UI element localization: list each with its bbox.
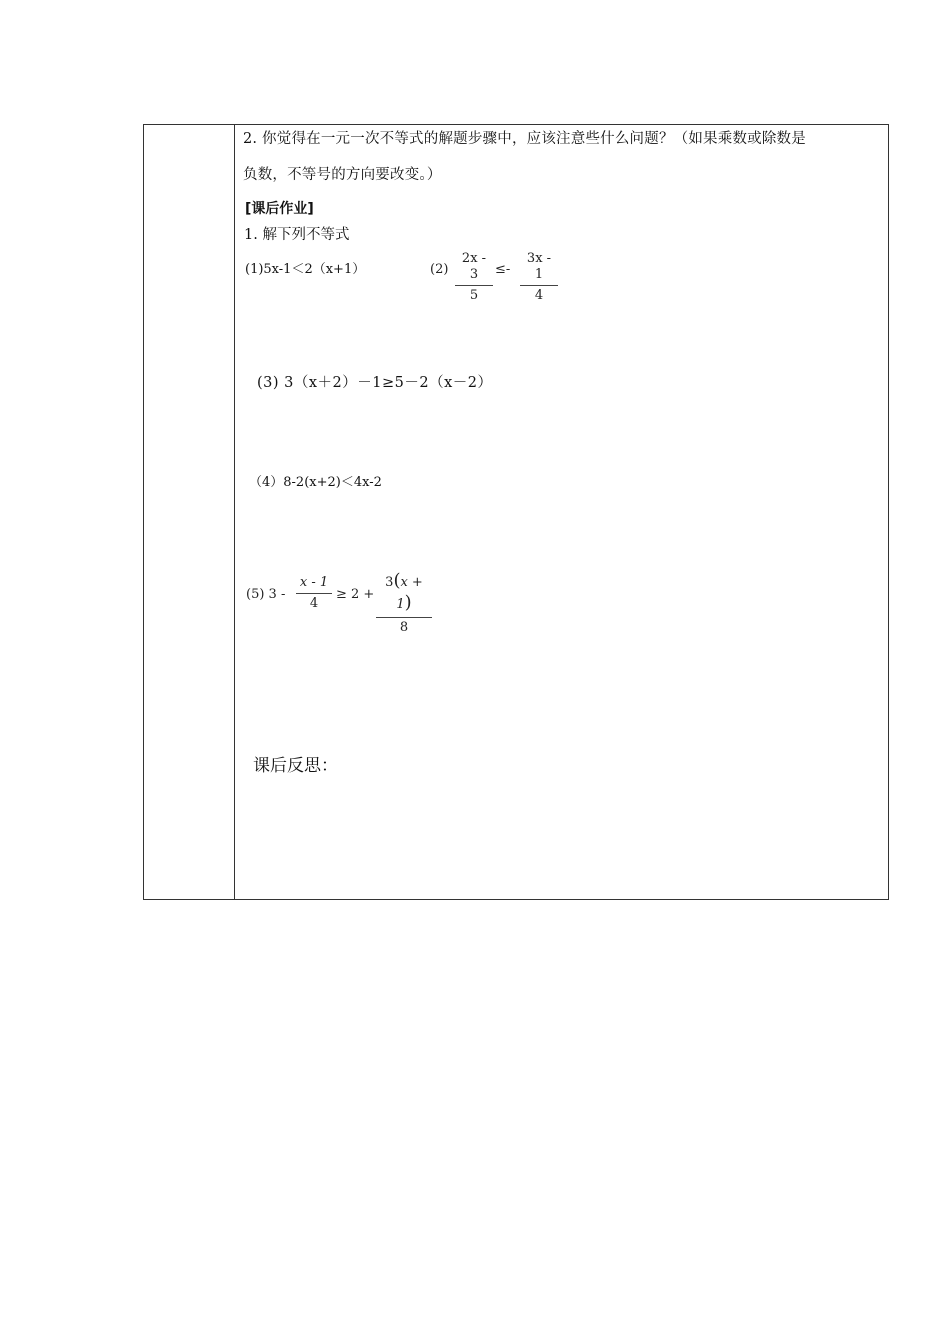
inequality-2-operator: ≤-: [495, 262, 511, 277]
inequality-4: （4）8-2(x+2)＜4x-2: [249, 475, 382, 490]
fraction-denominator: 4: [309, 596, 319, 611]
homework-heading: [课后作业]: [245, 201, 314, 217]
fraction-numerator: 3x - 1: [526, 251, 552, 282]
fraction-bar: [455, 285, 493, 286]
inequality-5-operator: ≥ 2 +: [336, 587, 375, 602]
fraction-numerator: x - 1: [299, 575, 329, 590]
inequality-3: (3) 3（x＋2）－1≥5－2（x－2）: [257, 375, 493, 391]
inequality-5-fraction-left: [296, 575, 332, 612]
fraction-numerator: 3(x + 1): [385, 570, 423, 613]
inequality-5-fraction-right: [376, 571, 432, 636]
inequality-5-label: (5) 3 -: [246, 587, 286, 602]
fraction-numerator: 2x - 3: [461, 251, 487, 282]
fraction-denominator: 8: [399, 620, 409, 635]
inequality-1: (1)5x-1＜2（x+1）: [245, 262, 366, 277]
fraction-bar: [296, 593, 332, 594]
fraction-bar: [520, 285, 558, 286]
question-2-line-1: 2. 你觉得在一元一次不等式的解题步骤中，应该注意些什么问题？（如果乘数或除数是: [243, 131, 806, 147]
inequality-2-fraction-left: [455, 251, 493, 304]
fraction-bar: [376, 617, 432, 618]
lesson-table: [143, 124, 889, 900]
question-2-line-2: 负数，不等号的方向要改变。）: [243, 167, 442, 183]
table-left-column: [144, 125, 235, 899]
inequality-2-fraction-right: [520, 251, 558, 304]
fraction-denominator: 4: [534, 288, 544, 303]
table-content-cell: [236, 125, 888, 899]
fraction-denominator: 5: [469, 288, 479, 303]
homework-item-1: 1. 解下列不等式: [244, 227, 350, 243]
inequality-2-label: (2): [430, 262, 449, 277]
reflection-heading: 课后反思：: [253, 756, 338, 776]
